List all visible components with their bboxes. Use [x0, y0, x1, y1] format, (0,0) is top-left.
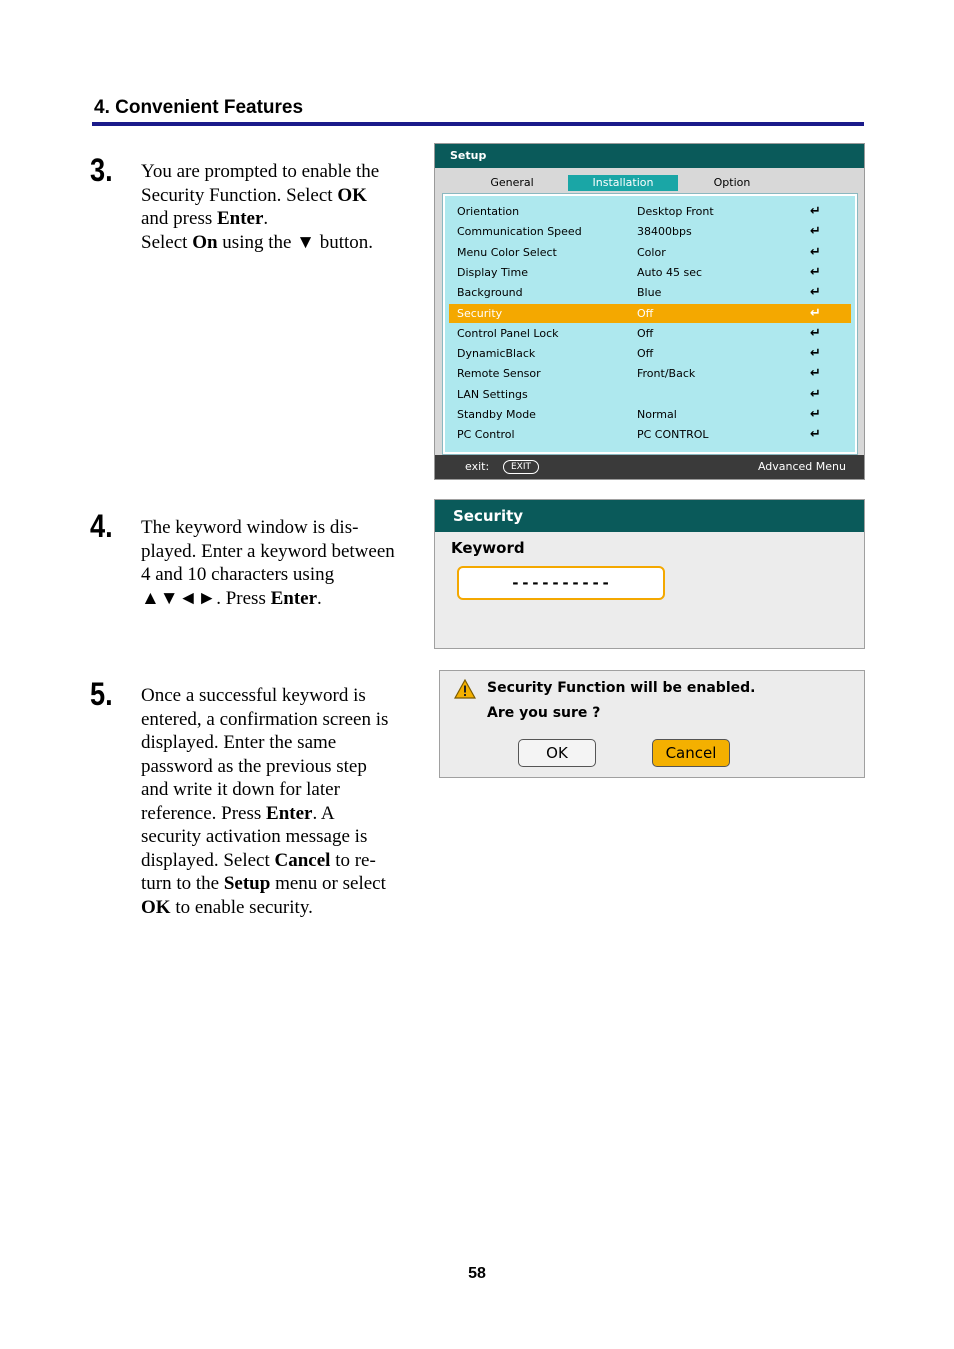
step-line: You are prompted to enable the: [141, 161, 380, 182]
confirm-question: Are you sure ?: [487, 705, 601, 721]
return-arrow-icon: ↵: [810, 407, 821, 422]
step-5-number: 5.: [90, 676, 113, 712]
menu-row-label: Control Panel Lock: [457, 326, 559, 340]
step-3-number: 3.: [90, 152, 113, 188]
setup-title: Setup: [435, 144, 864, 168]
menu-row-value: PC CONTROL: [637, 428, 709, 442]
menu-row-label: Communication Speed: [457, 225, 582, 239]
menu-row-label: Menu Color Select: [457, 245, 557, 259]
menu-row-label: LAN Settings: [457, 387, 528, 401]
page-number: 58: [468, 1265, 486, 1282]
step-line: displayed. Select Cancel to re-: [141, 849, 376, 871]
menu-row-dynamicblack[interactable]: [449, 344, 851, 363]
return-arrow-icon: ↵: [810, 305, 821, 321]
step-line: Once a successful keyword is: [141, 685, 366, 706]
keyword-label: Keyword: [451, 539, 525, 557]
step-3-text: [141, 160, 421, 254]
section-divider: [92, 122, 864, 126]
exit-label: exit:: [465, 460, 490, 473]
tab-installation[interactable]: Installation: [568, 175, 678, 191]
menu-row-label: Display Time: [457, 265, 528, 279]
menu-row-value: Blue: [637, 286, 662, 300]
bold-term: On: [192, 231, 218, 253]
bold-term: OK: [141, 896, 171, 918]
return-arrow-icon: ↵: [810, 366, 821, 382]
step-line: reference. Press Enter. A: [141, 802, 335, 824]
setup-tabs: [435, 174, 864, 192]
menu-row-label: Standby Mode: [457, 408, 536, 421]
step-line: entered, a confirmation screen is: [141, 708, 389, 730]
menu-row-label: Remote Sensor: [457, 367, 541, 381]
bold-term: OK: [337, 184, 367, 206]
step-line: and write it down for later: [141, 779, 340, 800]
confirm-dialog: [439, 670, 865, 778]
menu-row-value: Off: [637, 347, 654, 361]
step-line: Security Function. Select OK: [141, 184, 367, 206]
menu-row-label: Security: [457, 306, 503, 320]
menu-row-communication-speed[interactable]: [449, 222, 851, 241]
return-arrow-icon: ↵: [810, 427, 821, 443]
menu-row-value: Normal: [637, 408, 677, 421]
keyword-input[interactable]: ----------: [457, 566, 665, 600]
setup-menu: [434, 143, 865, 480]
menu-row-orientation[interactable]: [449, 202, 851, 221]
exit-button[interactable]: EXIT: [503, 460, 539, 474]
tab-general[interactable]: General: [490, 176, 534, 189]
step-line: security activation message is: [141, 826, 368, 847]
setup-footer: [435, 455, 864, 479]
step-4-text: [141, 516, 421, 610]
return-arrow-icon: ↵: [810, 224, 821, 240]
return-arrow-icon: ↵: [810, 386, 821, 402]
step-line: The keyword window is dis-: [141, 517, 359, 538]
menu-row-value: Color: [637, 245, 666, 259]
step-line: password as the previous step: [141, 755, 367, 777]
bold-term: Setup: [223, 873, 271, 894]
cancel-button[interactable]: Cancel: [652, 739, 730, 767]
menu-row-value: Off: [637, 326, 654, 340]
menu-row-value: Off: [637, 306, 654, 320]
return-arrow-icon: ↵: [810, 346, 821, 362]
menu-row-remote-sensor[interactable]: [449, 364, 851, 383]
step-line: played. Enter a keyword between: [141, 540, 395, 562]
step-line: and press Enter.: [141, 208, 269, 229]
confirm-message: Security Function will be enabled.: [487, 680, 756, 696]
step-5-text: [141, 684, 421, 919]
menu-row-value: Front/Back: [637, 367, 696, 381]
menu-row-lan-settings[interactable]: [449, 385, 851, 404]
bold-term: Enter: [270, 587, 318, 609]
bold-term: Enter: [266, 802, 313, 824]
menu-panel: [443, 194, 857, 454]
bold-term: Enter: [216, 208, 264, 229]
menu-row-display-time[interactable]: [449, 263, 851, 282]
menu-row-background[interactable]: [449, 283, 851, 302]
step-line: turn to the Setup menu or select: [141, 873, 386, 894]
menu-row-standby-mode[interactable]: [449, 405, 851, 424]
step-4-number: 4.: [90, 508, 113, 544]
ok-button[interactable]: OK: [518, 739, 596, 767]
step-line: Select On using the ▼ button.: [141, 231, 374, 253]
menu-row-security[interactable]: [449, 304, 851, 323]
step-line: OK to enable security.: [141, 896, 313, 918]
return-arrow-icon: ↵: [810, 264, 821, 280]
section-title: 4. Convenient Features: [94, 97, 304, 118]
menu-row-label: PC Control: [457, 428, 515, 442]
menu-row-label: DynamicBlack: [457, 347, 536, 361]
advanced-menu-label[interactable]: Advanced Menu: [757, 460, 846, 473]
return-arrow-icon: ↵: [810, 285, 821, 301]
security-window-title: Security: [435, 500, 864, 532]
tab-option[interactable]: Option: [713, 176, 751, 189]
security-window: [434, 499, 865, 649]
return-arrow-icon: ↵: [810, 325, 821, 341]
menu-row-menu-color-select[interactable]: [449, 243, 851, 262]
bold-term: Cancel: [274, 849, 331, 871]
menu-row-label: Orientation: [457, 205, 520, 218]
menu-row-label: Background: [457, 286, 523, 300]
return-arrow-icon: ↵: [810, 204, 821, 219]
step-line: ▲▼◄►. Press Enter.: [141, 587, 322, 609]
warning-icon: [454, 679, 476, 699]
menu-row-pc-control[interactable]: [449, 425, 851, 444]
return-arrow-icon: ↵: [810, 244, 821, 260]
menu-row-value: Desktop Front: [637, 205, 714, 218]
menu-row-value: 38400bps: [637, 225, 692, 239]
menu-row-control-panel-lock[interactable]: [449, 324, 851, 343]
menu-row-value: Auto 45 sec: [637, 265, 703, 279]
step-line: displayed. Enter the same: [141, 732, 337, 753]
step-line: 4 and 10 characters using: [141, 564, 335, 585]
